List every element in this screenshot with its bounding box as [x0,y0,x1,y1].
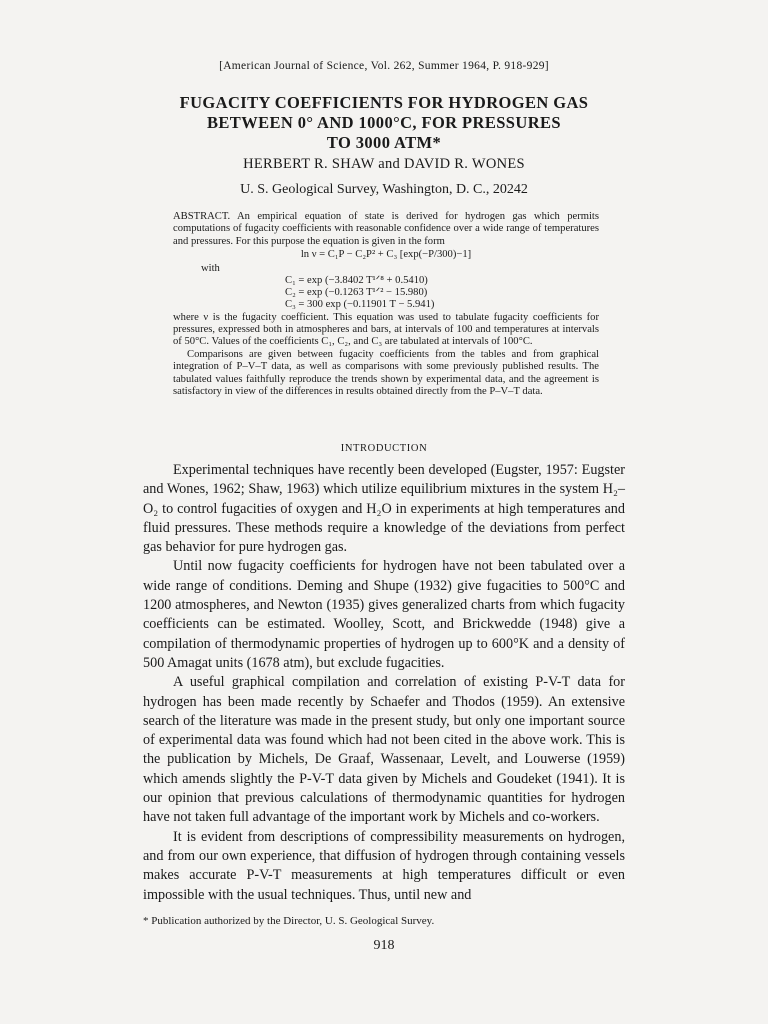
coefficient-equations [285,275,599,312]
coefficient-c1: C₁ = exp (−3.8402 T¹ᐟ⁸ + 0.5410) [285,275,428,287]
paper-title [0,93,768,153]
title-line: FUGACITY COEFFICIENTS FOR HYDROGEN GAS [179,93,589,112]
body-paragraph: Experimental techniques have recently been developed (Eugster, 1957: Eugster and Wones, 1962; Shaw, 1963) which utilize equilibrium mixtures in the system H₂–O₂ to control fugacities of oxygen and H₂O in experiments at high temperatures and fluid pressures. These methods require a knowledge of the deviations from perfect gas behavior for pure hydrogen gas. [143,462,625,556]
section-heading: INTRODUCTION [340,443,428,454]
body-paragraph: It is evident from descriptions of compressibility measurements on hydrogen, and from our own experience, that diffusion of hydrogen through containing vessels makes accurate P-V-T measurements at high temperatures difficult or even impossible with the usual techniques. Thus, until new and [143,828,625,903]
coefficient-c2: C₂ = exp (−0.1263 T¹ᐟ² − 15.980) [285,287,428,299]
journal-header: [American Journal of Science, Vol. 262, Summer 1964, P. 918-929] [219,60,549,72]
with-label: with [201,262,220,274]
footnote: * Publication authorized by the Director, U. S. Geological Survey. [143,915,435,927]
abstract [173,211,599,398]
authors: HERBERT R. SHAW and DAVID R. WONES [243,156,525,172]
body-text [143,461,625,905]
body-paragraph: Until now fugacity coefficients for hydrogen have not been tabulated over a wide range of conditions. Deming and Shupe (1932) give fugacities to 500°C and 1200 atmospheres, and Newton (1935) gives generalized charts from which fugacity coefficients can be estimated. Woolley, Scott, and Brickwedde (1948) give a compilation of thermodynamic properties of hydrogen up to 600°K and a density of 500 Amagat units (1678 atm), but exclude fugacities. [143,558,625,671]
coefficient-c3: C₃ = 300 exp (−0.11901 T − 5.941) [285,299,435,311]
main-equation: ln ν = C₁P − C₂P² + C₃ [exp(−P/300)−1] [300,249,472,261]
title-line: BETWEEN 0° AND 1000°C, FOR PRESSURES [207,113,561,132]
abstract-paragraph: Comparisons are given between fugacity coefficients from the tables and from graphical integration of P–V–T data, as well as comparisons with some previously published results. The tabulated values faithfully reproduce the trends shown by experimental data, and the agreement is satisfactory in view of the differences in results obtained directly from the P–V–T data. [173,348,599,398]
abstract-paragraph: ABSTRACT. An empirical equation of state is derived for hydrogen gas which permits computations of fugacity coefficients with reasonable confidence over a wide range of temperatures and pressures. For this purpose the equation is given in the form [173,211,599,247]
abstract-paragraph: where ν is the fugacity coefficient. This equation was used to tabulate fugacity coefficients for pressures, expressed both in atmospheres and bars, at intervals of 100 and temperatures at intervals of 50°C. Values of the coefficients C₁, C₂, and C₃ are tabulated at intervals of 100°C. [173,311,599,348]
body-paragraph: A useful graphical compilation and correlation of existing P-V-T data for hydrogen has been made recently by Schaefer and Thodos (1959). An extensive search of the literature was made in the present study, but only one important source of experimental data was found which had not been cited in the above work. This is the publication by Michels, De Graaf, Wassenaar, Levelt, and Louwerse (1959) which amends slightly the P-V-T data given by Michels and Goudeket (1941). It is our opinion that previous calculations of thermodynamic quantities for hydrogen have not taken full advantage of the important work by Michels and co-workers. [143,674,625,826]
page-number: 918 [373,938,395,953]
affiliation: U. S. Geological Survey, Washington, D. C., 20242 [240,182,528,197]
title-line: TO 3000 ATM* [326,133,442,152]
